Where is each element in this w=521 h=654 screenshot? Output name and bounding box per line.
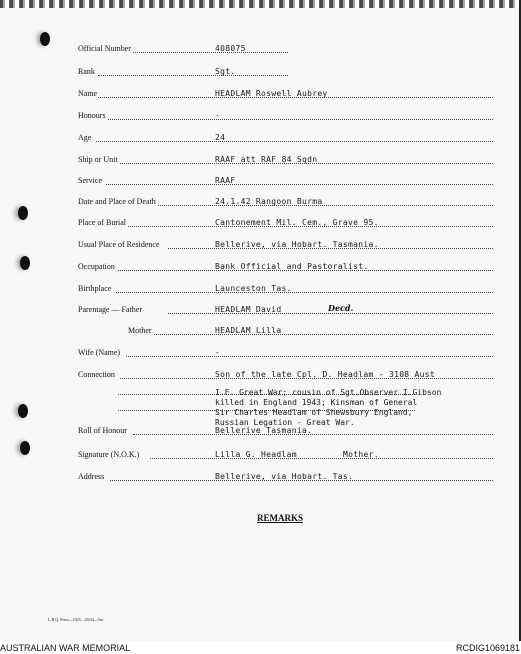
field-value: 24.1.42 Rangoon Burma [215,197,323,206]
field-wife [78,344,498,358]
footer-institution: AUSTRALIAN WAR MEMORIAL [0,643,131,653]
handwritten-annotation: Decd. [328,303,354,313]
field-honours [78,107,498,121]
field-label: Age [78,133,92,142]
field-date-place-death [78,193,498,207]
connection-line: Russian Legation - Great War. [215,418,355,427]
archive-footer [0,641,521,654]
field-value: - [215,111,221,120]
field-service [78,172,498,186]
field-label: Place of Burial [78,218,126,227]
connection-line: killed in England 1943; Kinsman of General [215,398,418,407]
field-label: Rank [78,67,95,76]
field-place-of-burial [78,214,498,228]
footer-record-id: RCDIG1069181 [455,643,520,653]
field-value: Cantonement Mil. Cem., Grave 95. [215,218,379,227]
field-value: 408075 [215,44,246,53]
field-value: Bellerive Tasmania. [215,426,313,435]
field-value: - [215,348,221,357]
punch-hole [40,32,50,46]
field-label: Ship or Unit [78,155,118,164]
signature-relation: Mother. [343,450,379,459]
field-label: Honours [78,111,106,120]
scan-top-edge [0,0,521,8]
field-label: Service [78,176,102,185]
remarks-heading: REMARKS [257,513,304,523]
field-label: Connection [78,370,115,379]
connection-line: Sir Charles Headlam of Shewsbury England, [215,408,413,417]
field-value: Sgt. [215,67,236,76]
field-label: Signature (N.O.K.) [78,450,140,459]
field-mother [78,322,498,336]
field-value: HEADLAM Lilla [215,326,282,335]
field-value: 24 [215,133,226,142]
field-value: RAAF att RAF 84 Sqdn [215,155,318,164]
field-rank [78,63,498,77]
field-label: Date and Place of Death [78,197,156,206]
field-age [78,129,498,143]
field-roll-of-honour [78,422,498,436]
field-value: RAAF [215,176,236,185]
connection-line: I.F. Great War; cousin of Sgt.Observer I.Gibson [215,388,442,397]
field-value: Launceston Tas. [215,284,292,293]
field-birthplace [78,280,498,294]
field-connection [78,366,498,380]
field-usual-residence [78,236,498,250]
field-official-number [78,40,498,54]
field-label: Occupation [78,262,115,271]
field-label: Name [78,89,98,98]
field-label: Address [78,472,105,481]
punch-hole [18,404,28,418]
field-value: Bellerive, via Hobart. Tas. [215,472,354,481]
field-label: Parentage — Father [78,305,142,314]
field-value: Bank Official and Pastoralist. [215,262,369,271]
field-ship-or-unit [78,151,498,165]
field-label: Official Number [78,44,131,53]
field-value: Bellerive, via Hobart. Tasmania. [215,240,379,249]
punch-hole [20,256,30,270]
field-value: HEADLAM David [215,305,282,314]
punch-hole [20,441,30,455]
field-name [78,85,498,99]
punch-hole [18,206,28,220]
field-value: HEADLAM Roswell Aubrey [215,89,328,98]
printer-imprint: L.H.Q. Press—1025—20/44—5m. [48,617,104,622]
field-signature [78,446,498,460]
field-label: Birthplace [78,284,112,293]
field-label: Mother [128,326,152,335]
field-label: Usual Place of Residence [78,240,160,249]
field-address [78,468,498,482]
field-value: Son of the late Cpl. D. Headlam - 3108 Aust [215,370,436,379]
field-father [78,301,498,315]
field-occupation [78,258,498,272]
field-label: Roll of Honour [78,426,127,435]
field-label: Wife (Name) [78,348,121,357]
field-value: Lilla G. Headlam [215,450,297,459]
